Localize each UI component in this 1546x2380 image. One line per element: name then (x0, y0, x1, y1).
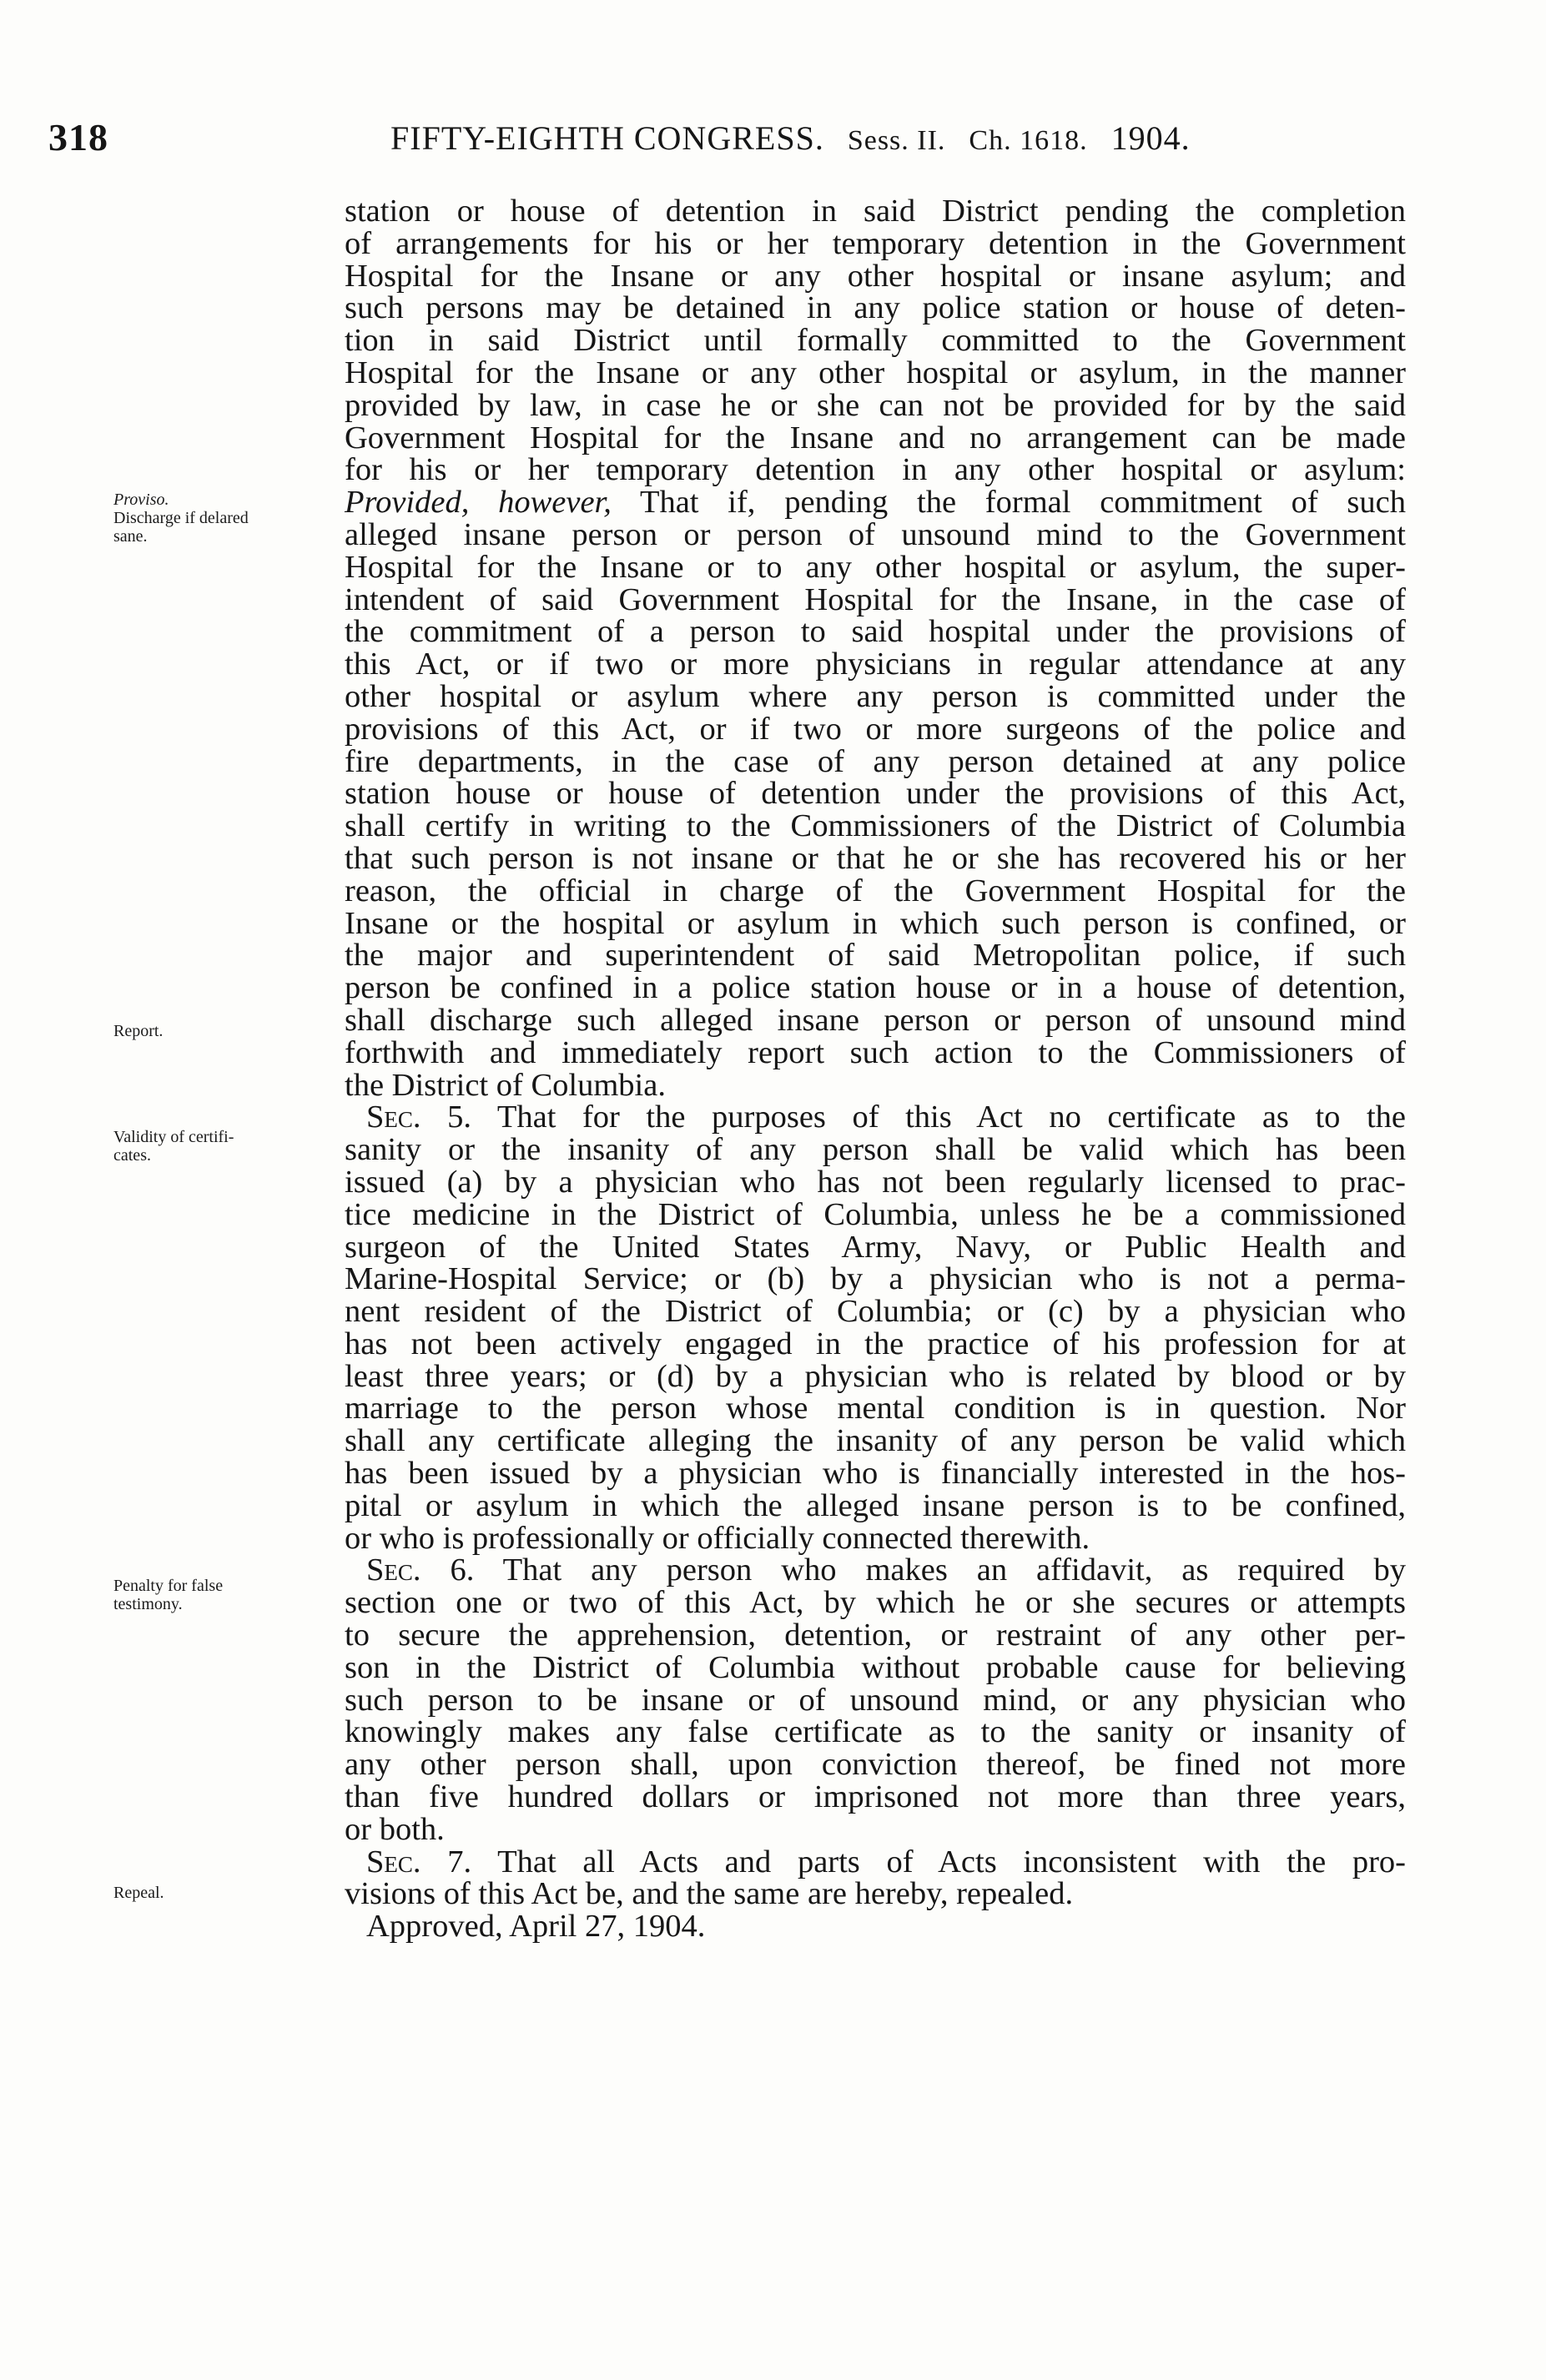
proviso-lead: Provided, however, (345, 485, 612, 521)
text-line: nent resident of the District of Columbia; or (c) by a physician who (345, 1294, 1406, 1330)
text-line: surgeon of the United States Army, Navy, or Public Health and (345, 1229, 1406, 1265)
sec6-first-line: Sec. 6. That any person who makes an affidavit, as required by (366, 1552, 1406, 1588)
approved-line: Approved, April 27, 1904. (366, 1909, 706, 1945)
text-line: issued (a) by a physician who has not been regularly licensed to prac- (345, 1164, 1406, 1200)
text-line: any other person shall, upon conviction thereof, be fined not more (345, 1747, 1406, 1783)
sec7-paragraph (345, 1878, 1406, 1910)
margin-note-repeal: Repeal. (113, 1884, 164, 1902)
margin-note-report: Report. (113, 1022, 164, 1040)
sec5-paragraph (345, 1134, 1406, 1554)
margin-discharge-1: Discharge if delared (113, 509, 249, 527)
proviso-paragraph (345, 516, 1406, 1103)
text-line: knowingly makes any false certificate as to the sanity or insanity of (345, 1714, 1406, 1750)
margin-note-proviso (113, 491, 339, 546)
text-line: the major and superintendent of said Metropolitan police, if such (345, 938, 1406, 974)
margin-discharge-2: sane. (113, 527, 148, 546)
text-line: tice medicine in the District of Columbia, unless he be a commissioned (345, 1196, 1406, 1232)
text-line: marriage to the person whose mental condition is in question. Nor (345, 1391, 1406, 1426)
sec6-paragraph (345, 1587, 1406, 1845)
text-line: alleged insane person or person of unsound mind to the Government (345, 516, 1406, 552)
text-line: than five hundred dollars or imprisoned not more than three years, (345, 1779, 1406, 1815)
chapter-label: Ch. 1618. (969, 125, 1088, 156)
text-line: other hospital or asylum where any person is committed under the (345, 678, 1406, 714)
sec7-first-line: Sec. 7. That all Acts and parts of Acts inconsistent with the pro- (366, 1844, 1406, 1879)
text-line: to secure the apprehension, detention, or restraint of any other per- (345, 1618, 1406, 1653)
sec5-first-line: Sec. 5. That for the purposes of this Act no certificate as to the (366, 1099, 1406, 1135)
proviso-first-line: Provided, however, That if, pending the formal commitment of such (345, 485, 1406, 521)
text-line: tion in said District until formally committed to the Government (345, 323, 1406, 359)
sec5-label: Sec. 5. (366, 1099, 471, 1135)
text-line: fire departments, in the case of any person detained at any police (345, 743, 1406, 779)
margin-note-validity: Validity of certifi- cates. (113, 1128, 234, 1165)
text-line: shall certify in writing to the Commissioners of the District of Columbia (345, 808, 1406, 844)
text-line: Hospital for the Insane or any other hospital or insane asylum; and (345, 258, 1406, 294)
text-line: this Act, or if two or more physicians in regular attendance at any (345, 647, 1406, 682)
text-line: reason, the official in charge of the Government Hospital for the (345, 873, 1406, 908)
margin-note-penalty: Penalty for false testimony. (113, 1577, 224, 1613)
page-header (48, 115, 1350, 165)
text-line: pital or asylum in which the alleged insane person is to be confined, (345, 1487, 1406, 1523)
text-line: has not been actively engaged in the practice of his profession for at (345, 1326, 1406, 1361)
text-line: intendent of said Government Hospital for the Insane, in the case of (345, 581, 1406, 617)
margin-proviso: Proviso. (113, 491, 169, 509)
text-line: section one or two of this Act, by which he or she secures or attempts (345, 1585, 1406, 1621)
text-line: such persons may be detained in any police station or house of deten- (345, 290, 1406, 326)
page-number: 318 (48, 116, 108, 158)
text-line: provided by law, in case he or she can not be provided for by the said (345, 387, 1406, 423)
text-line: has been issued by a physician who is financially interested in the hos- (345, 1456, 1406, 1492)
text-line: the District of Columbia. (345, 1067, 666, 1103)
congress-title: FIFTY-EIGHTH CONGRESS. (390, 119, 824, 157)
text-line: of arrangements for his or her temporary detention in the Government (345, 225, 1406, 261)
text-line: such person to be insane or of unsound mind, or any physician who (345, 1682, 1406, 1718)
sec6-label: Sec. 6. (366, 1552, 475, 1588)
sec7-label: Sec. 7. (366, 1844, 472, 1879)
text-line: Insane or the hospital or asylum in which such person is confined, or (345, 905, 1406, 941)
text-line: least three years; or (d) by a physician who is related by blood or by (345, 1358, 1406, 1394)
text-line: Hospital for the Insane or to any other hospital or asylum, the super- (345, 549, 1406, 585)
text-line: or both. (345, 1811, 445, 1847)
text-line: Hospital for the Insane or any other hospital or asylum, in the manner (345, 355, 1406, 390)
text-line: station house or house of detention under the provisions of this Act, (345, 776, 1406, 812)
intro-paragraph (345, 195, 1406, 486)
text-line: sanity or the insanity of any person shall be valid which has been (345, 1132, 1406, 1168)
text-line: provisions of this Act, or if two or more surgeons of the police and (345, 711, 1406, 747)
text-line: shall discharge such alleged insane person or person of unsound mind (345, 1002, 1406, 1038)
running-head (390, 118, 1191, 158)
text-line: Government Hospital for the Insane and no arrangement can be made (345, 420, 1406, 455)
text-line: forthwith and immediately report such action to the Commissioners of (345, 1034, 1406, 1070)
text-line: Marine-Hospital Service; or (b) by a physician who is not a perma- (345, 1261, 1406, 1297)
text-line: or who is professionally or officially connected therewith. (345, 1520, 1090, 1556)
text-line: person be confined in a police station house or in a house of detention, (345, 970, 1406, 1006)
text-line: that such person is not insane or that he or she has recovered his or her (345, 840, 1406, 876)
text-line: the commitment of a person to said hospital under the provisions of (345, 614, 1406, 650)
session-label: Sess. II. (847, 125, 946, 156)
year-label: 1904. (1110, 119, 1191, 157)
text-line: station or house of detention in said District pending the completion (345, 194, 1406, 229)
text-line: visions of this Act be, and the same are hereby, repealed. (345, 1876, 1074, 1912)
text-line: shall any certificate alleging the insanity of any person be valid which (345, 1423, 1406, 1459)
text-line: for his or her temporary detention in any other hospital or asylum: (345, 452, 1406, 488)
text-line: son in the District of Columbia without probable cause for believing (345, 1649, 1406, 1685)
statute-body (345, 195, 1406, 1943)
